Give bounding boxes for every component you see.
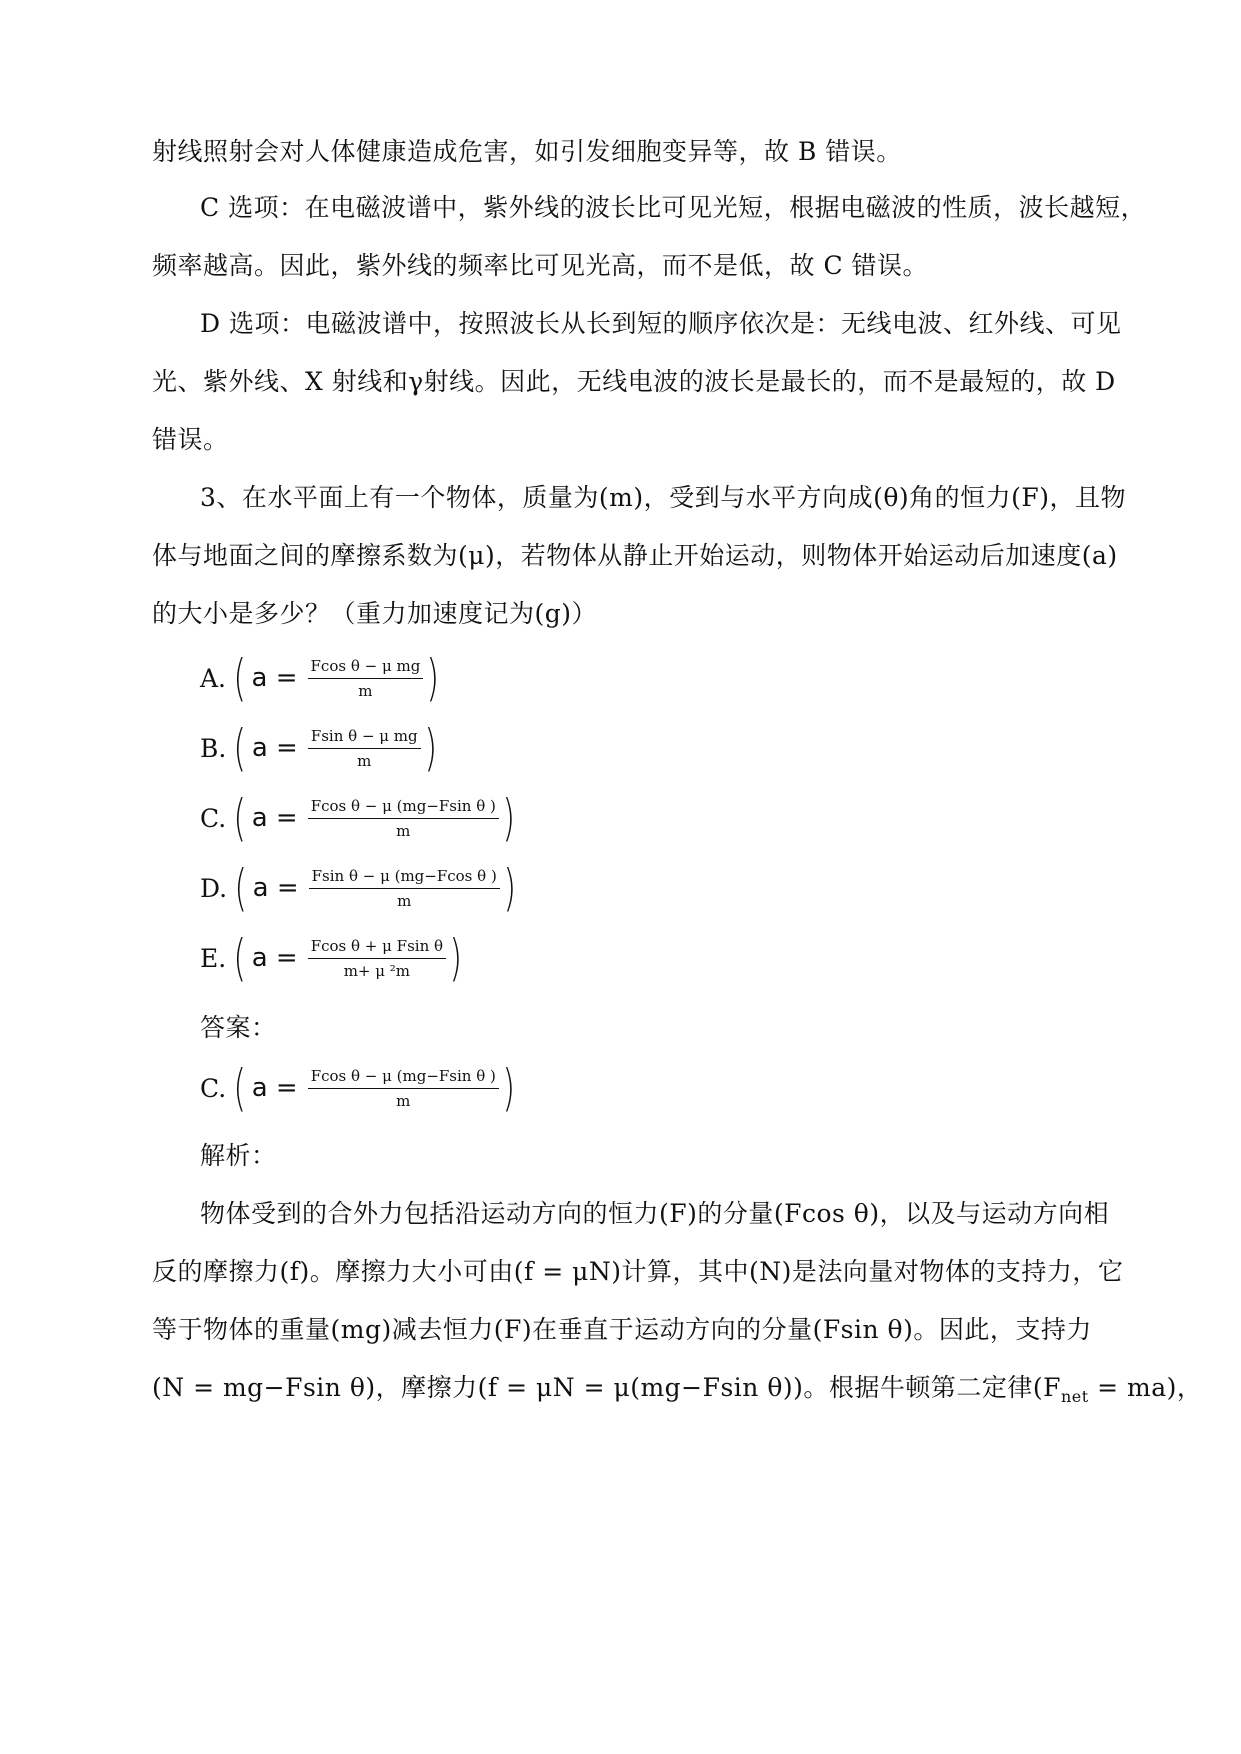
option-lhs: a = (251, 803, 298, 833)
option-lhs: a = (251, 1073, 298, 1103)
fraction (308, 656, 424, 701)
text-line: 错误。 (152, 425, 229, 454)
option-e (200, 928, 466, 988)
right-paren: ) (502, 1059, 515, 1117)
denominator: m (357, 751, 372, 770)
text-line: 射线照射会对人体健康造成危害，如引发细胞变异等，故 B 错误。 (152, 137, 902, 166)
question-line: 体与地面之间的摩擦系数为(μ)，若物体从静止开始运动，则物体开始运动后加速度(a) (152, 541, 1118, 570)
right-paren: ) (502, 789, 515, 847)
answer-formula (200, 1058, 518, 1118)
denominator: m (358, 681, 373, 700)
option-b (200, 718, 440, 778)
left-paren: ( (233, 789, 247, 847)
analysis-line: 等于物体的重量(mg)减去恒力(F)在垂直于运动方向的分量(Fsin θ)。因此，支持力 (152, 1315, 1092, 1344)
question-line: 的大小是多少？（重力加速度记为(g)） (152, 599, 598, 628)
text-line: D 选项：电磁波谱中，按照波长从长到短的顺序依次是：无线电波、红外线、可见 (200, 309, 1122, 338)
fraction (308, 796, 499, 841)
option-label: B. (200, 733, 227, 763)
right-paren: ) (426, 649, 440, 707)
analysis-heading: 解析： (200, 1141, 277, 1170)
text-line: 频率越高。因此，紫外线的频率比可见光高，而不是低，故 C 错误。 (152, 251, 929, 280)
option-a (200, 648, 443, 708)
subscript: net (1061, 1387, 1089, 1406)
fraction (308, 726, 421, 771)
question-line: 3、在水平面上有一个物体，质量为(m)，受到与水平方向成(θ)角的恒力(F)，且物 (200, 483, 1127, 512)
analysis-line: 物体受到的合外力包括沿运动方向的恒力(F)的分量(Fcos θ)，以及与运动方向相 (200, 1199, 1110, 1228)
option-label: D. (200, 873, 228, 903)
numerator: Fcos θ − μ (mg−Fsin θ ) (308, 796, 499, 819)
left-paren: ( (233, 929, 247, 987)
fraction (309, 866, 500, 911)
option-label: E. (200, 943, 227, 973)
denominator: m+ μ ²m (343, 961, 411, 980)
left-paren: ( (233, 719, 247, 777)
option-d (200, 858, 519, 918)
fraction (308, 1066, 499, 1111)
text-line: C 选项：在电磁波谱中，紫外线的波长比可见光短，根据电磁波的性质，波长越短， (200, 193, 1147, 222)
numerator: Fsin θ − μ (mg−Fcos θ ) (309, 866, 500, 889)
fraction (308, 936, 446, 981)
option-lhs: a = (251, 663, 298, 693)
option-lhs: a = (251, 733, 298, 763)
text-line: 光、紫外线、X 射线和γ射线。因此，无线电波的波长是最长的，而不是最短的，故 D (152, 367, 1116, 396)
option-c (200, 788, 518, 848)
numerator: Fcos θ − μ mg (308, 656, 424, 679)
denominator: m (396, 821, 411, 840)
option-lhs: a = (251, 943, 298, 973)
analysis-line (152, 1372, 1202, 1413)
answer-heading: 答案： (200, 1013, 277, 1042)
analysis-text: = ma)， (1088, 1373, 1203, 1402)
left-paren: ( (234, 859, 248, 917)
left-paren: ( (233, 649, 247, 707)
right-paren: ) (424, 719, 437, 777)
analysis-text: (N = mg−Fsin θ)，摩擦力(f = μN = μ(mg−Fsin θ))。根据牛顿第二定律(F (152, 1373, 1061, 1402)
left-paren: ( (233, 1059, 247, 1117)
option-label: C. (200, 1073, 227, 1103)
denominator: m (397, 891, 412, 910)
numerator: Fcos θ − μ (mg−Fsin θ ) (308, 1066, 499, 1089)
option-lhs: a = (252, 873, 299, 903)
numerator: Fcos θ + μ Fsin θ (308, 936, 446, 959)
right-paren: ) (449, 929, 463, 987)
denominator: m (396, 1091, 411, 1110)
numerator: Fsin θ − μ mg (308, 726, 421, 749)
analysis-line: 反的摩擦力(f)。摩擦力大小可由(f = μN)计算，其中(N)是法向量对物体的支持力，它 (152, 1257, 1124, 1286)
option-label: A. (200, 663, 227, 693)
option-label: C. (200, 803, 227, 833)
right-paren: ) (503, 859, 516, 917)
